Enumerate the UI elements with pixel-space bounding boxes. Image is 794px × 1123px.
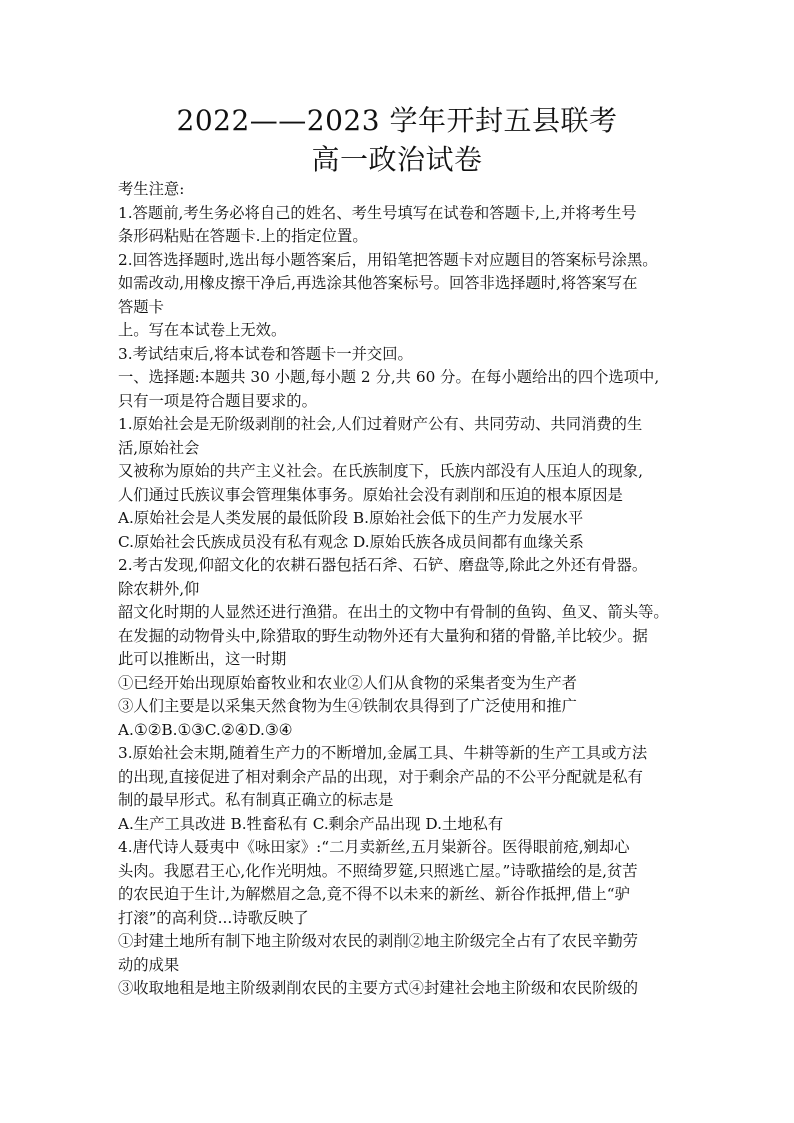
question-2-text: 韶文化时期的人显然还进行渔猎。在出土的文物中有骨制的鱼钩、鱼叉、箭头等。	[118, 603, 669, 621]
question-1-text: 人们通过氏族议事会管理集体事务。原始社会没有剥削和压迫的根本原因是	[118, 485, 623, 504]
question-4-text: 打滚”的高利贷...诗歌反映了	[118, 908, 309, 927]
question-4-statements: ①封建土地所有制下地主阶级对农民的剥削②地主阶级完全占有了农民辛勤劳	[118, 932, 639, 950]
exam-title: 2022——2023 学年开封五县联考	[176, 104, 618, 137]
question-2-text: 此可以推断出，这一时期	[118, 650, 287, 668]
question-3-options: A.生产工具改进 B.牲畜私有 C.剩余产品出现 D.土地私有	[118, 814, 504, 833]
question-4-statements: ③收取地租是地主阶级剥削农民的主要方式④封建社会地主阶级和农民阶级的	[118, 979, 639, 997]
question-2-options: A.①②B.①③C.②④D.③④	[118, 720, 293, 739]
question-1-options: C.原始社会氏族成员没有私有观念 D.原始氏族各成员间都有血缘关系	[118, 532, 584, 551]
question-3-text: 制的最早形式。私有制真正确立的标志是	[118, 791, 394, 809]
question-2-text: 除农耕外,仰	[118, 579, 200, 598]
question-4-text: 4.唐代诗人聂夷中《咏田家》:“二月卖新丝,五月粜新谷。医得眼前疮,剜却心	[118, 838, 630, 856]
exam-body	[118, 178, 693, 1001]
question-4-text: 头肉。我愿君王心,化作光明烛。不照绮罗筵,只照逃亡屋。”诗歌描绘的是,贫苦	[118, 861, 638, 880]
notice-heading: 考生注意:	[118, 180, 185, 198]
question-2-text: 在发掘的动物骨头中,除猎取的野生动物外还有大量狗和猪的骨骼,羊比较少。据	[118, 626, 648, 645]
exam-subtitle: 高一政治试卷	[311, 143, 483, 176]
question-4-statements: 动的成果	[118, 955, 180, 974]
question-4-text: 的农民迫于生计,为解燃眉之急,竟不得不以未来的新丝、新谷作抵押,借上“驴	[118, 885, 630, 903]
notice-line: 如需改动,用橡皮擦干净后,再选涂其他答案标号。回答非选择题时,将答案写在	[118, 274, 638, 292]
notice-line: 3.考试结束后,将本试卷和答题卡一并交回。	[118, 344, 413, 363]
notice-line: 上。写在本试卷上无效。	[118, 321, 287, 339]
notice-line: 条形码粘贴在答题卡.上的指定位置。	[118, 227, 368, 245]
section-heading: 只有一项是符合题目要求的。	[118, 391, 317, 410]
question-1-text: 又被称为原始的共产主义社会。在氏族制度下，氏族内部没有人压迫人的现象,	[118, 462, 643, 480]
question-1-options: A.原始社会是人类发展的最低阶段 B.原始社会低下的生产力发展水平	[118, 509, 584, 527]
question-2-text: 2.考古发现,仰韶文化的农耕石器包括石斧、石铲、磨盘等,除此之外还有骨器。	[118, 556, 648, 574]
question-2-statements: ③人们主要是以采集天然食物为生④铁制农具得到了广泛使用和推广	[118, 697, 577, 715]
notice-line: 2.回答选择题时,选出每小题答案后，用铅笔把答题卡对应题目的答案标号涂黑。	[118, 250, 658, 269]
question-1-text: 1.原始社会是无阶级剥削的社会,人们过着财产公有、共同劳动、共同消费的生	[118, 415, 643, 433]
notice-line: 答题卡	[118, 297, 164, 316]
question-3-text: 的出现,直接促进了相对剩余产品的出现，对于剩余产品的不公平分配就是私有	[118, 767, 643, 786]
section-heading: 一、选择题:本题共 30 小题,每小题 2 分,共 60 分。在每小题给出的四个选项中,	[118, 368, 660, 386]
question-2-statements: ①已经开始出现原始畜牧业和农业②人们从食物的采集者变为生产者	[118, 673, 577, 692]
question-1-text: 活,原始社会	[118, 438, 200, 457]
notice-line: 1.答题前,考生务必将自己的姓名、考生号填写在试卷和答题卡,上,并将考生号	[118, 203, 637, 222]
question-3-text: 3.原始社会末期,随着生产力的不断增加,金属工具、牛耕等新的生产工具或方法	[118, 744, 648, 762]
